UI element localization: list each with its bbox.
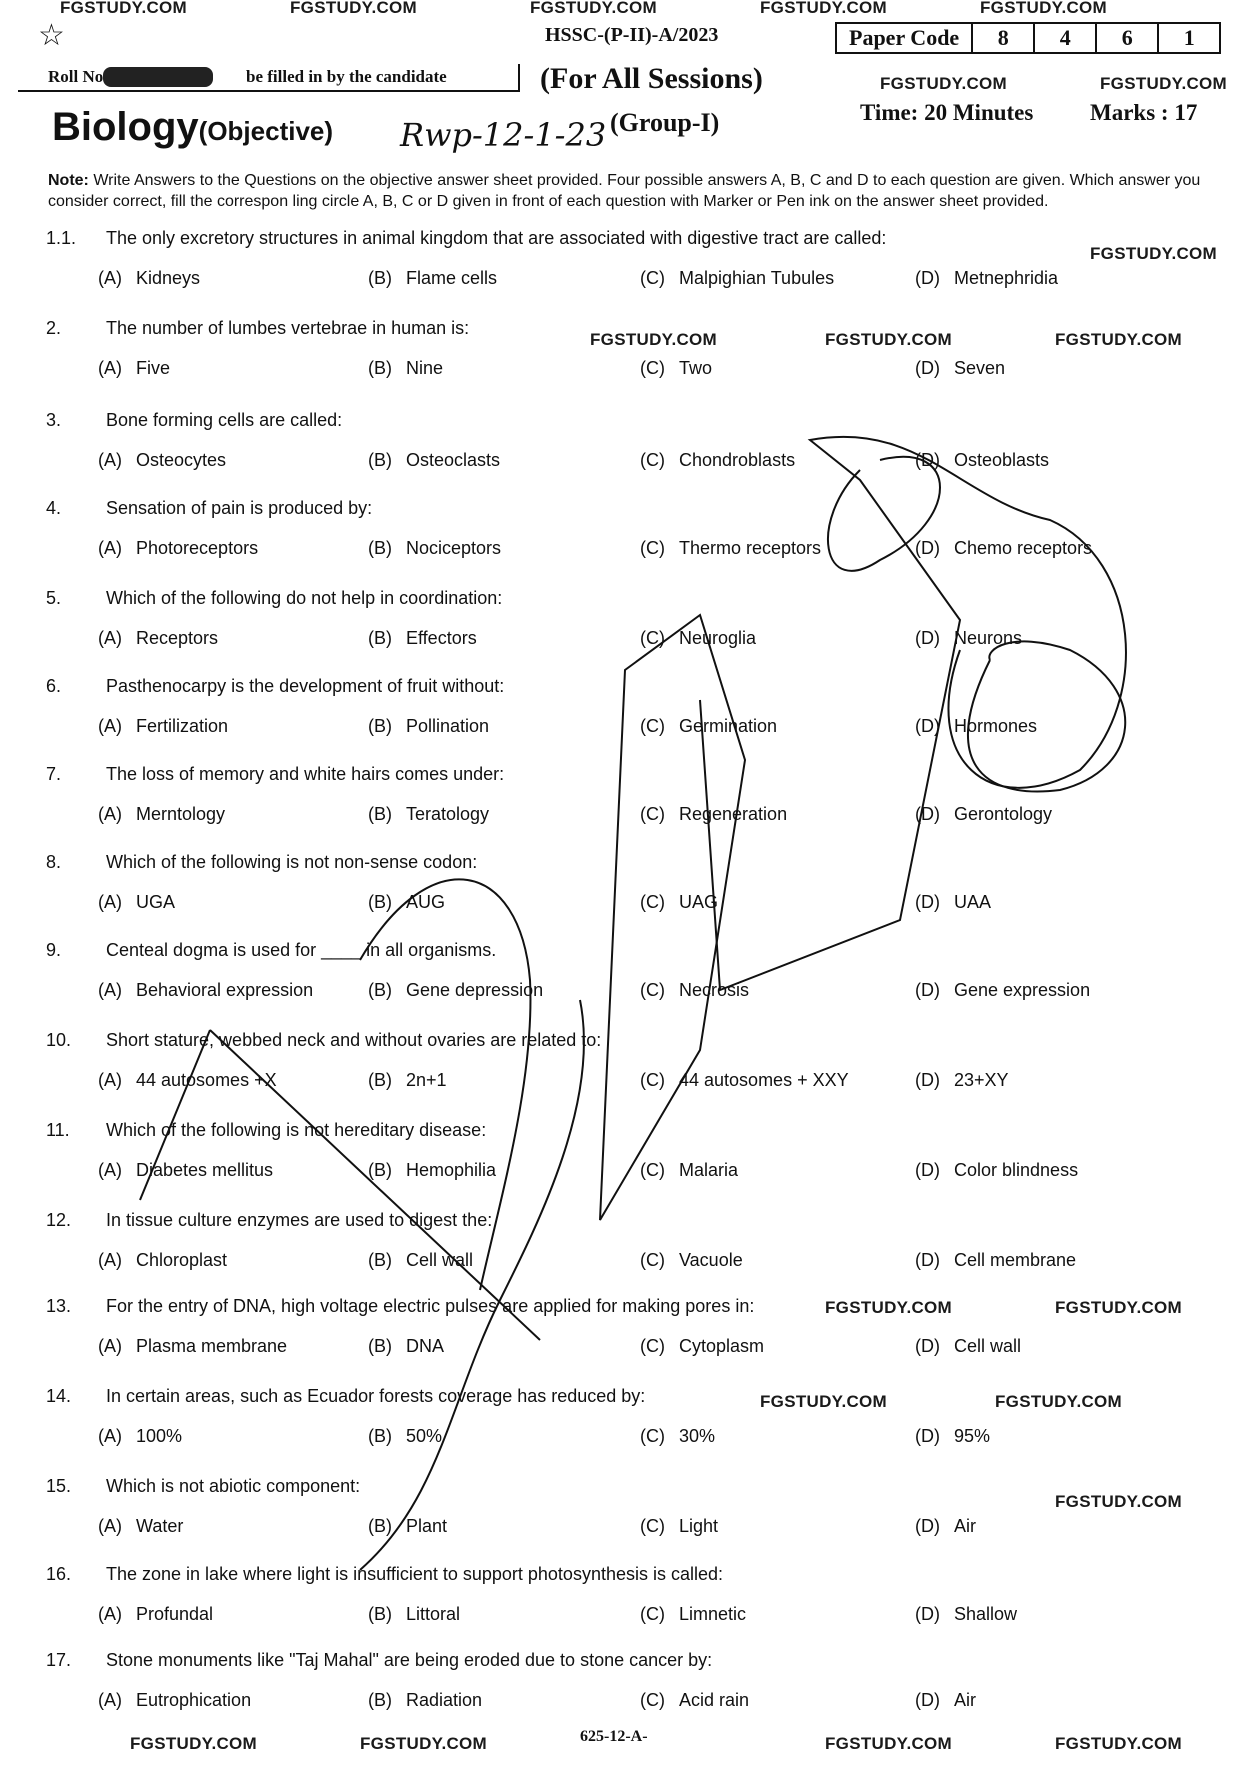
note-paragraph [48, 170, 1218, 212]
option-text: Kidneys [136, 268, 201, 288]
option-letter: (B) [368, 892, 392, 912]
answer-option [368, 1690, 482, 1711]
question-text: In certain areas, such as Ecuador forests coverage has reduced by: [106, 1386, 646, 1406]
option-text: Thermo receptors [679, 538, 822, 558]
question-text: Stone monuments like "Taj Mahal" are being eroded due to stone cancer by: [106, 1650, 713, 1670]
sessions-label: (For All Sessions) [540, 62, 763, 95]
option-letter: (D) [915, 538, 940, 558]
answer-option [640, 1604, 746, 1625]
option-text: Plant [406, 1516, 448, 1536]
option-letter: (D) [915, 1604, 940, 1624]
option-text: Water [136, 1516, 184, 1536]
option-letter: (C) [640, 892, 665, 912]
question-text: Which of the following do not help in coordination: [106, 588, 503, 608]
answer-option [368, 716, 489, 737]
option-text: Pollination [406, 716, 490, 736]
paper-code-digit: 6 [1097, 24, 1159, 52]
option-text: 50% [406, 1426, 443, 1446]
paper-code-label: Paper Code [837, 24, 973, 52]
question-item [0, 588, 1250, 674]
paper-code-digit: 1 [1183, 25, 1195, 50]
option-letter: (C) [640, 1516, 665, 1536]
option-text: Two [679, 358, 713, 378]
question-text: The zone in lake where light is insufficient to support photosynthesis is called: [106, 1564, 724, 1584]
option-text: Photoreceptors [136, 538, 259, 558]
option-letter: (C) [640, 1160, 665, 1180]
option-letter: (B) [368, 1250, 392, 1270]
question-text: In tissue culture enzymes are used to digest the: [106, 1210, 493, 1230]
question-text: The loss of memory and white hairs comes under: [106, 764, 505, 784]
option-letter: (A) [98, 1604, 122, 1624]
redaction-mark [103, 67, 213, 87]
option-letter: (B) [368, 1336, 392, 1356]
answer-option [98, 268, 200, 289]
answer-option [640, 268, 834, 289]
paper-code-box [835, 22, 1221, 54]
question-item [0, 228, 1250, 314]
option-letter: (D) [915, 716, 940, 736]
watermark-header-2: FGSTUDY.COM [1100, 74, 1228, 93]
option-letter: (B) [368, 1516, 392, 1536]
option-text: Neuroglia [679, 628, 757, 648]
question-number: 2. [46, 318, 62, 338]
answer-option [915, 1426, 990, 1447]
handwritten-code: Rwp-12-1-23 [400, 116, 607, 154]
question-text: For the entry of DNA, high voltage electric pulses are applied for making pores in: [106, 1296, 755, 1316]
answer-option [640, 980, 749, 1001]
note-text: Write Answers to the Questions on the objective answer sheet provided. Four possible answers A, B, C and D to each question are given. Which answer you consider correct, fill the correspon ling circle A, B, C or D given in front of each question with Marker or Pen ink on the answer sheet provided. [48, 172, 1201, 210]
option-letter: (D) [915, 980, 940, 1000]
star-icon: ☆ [38, 19, 65, 52]
option-text: Shallow [954, 1604, 1018, 1624]
option-text: Cell wall [954, 1336, 1022, 1356]
answer-option [640, 1690, 749, 1711]
answer-option [640, 1516, 718, 1537]
answer-option [368, 1336, 444, 1357]
answer-option [98, 1516, 183, 1537]
option-letter: (C) [640, 268, 665, 288]
option-letter: (A) [98, 1516, 122, 1536]
option-letter: (B) [368, 1070, 392, 1090]
option-text: Eutrophication [136, 1690, 252, 1710]
option-letter: (D) [915, 628, 940, 648]
answer-option [915, 1250, 1076, 1271]
option-text: Color blindness [954, 1160, 1079, 1180]
option-text: 23+XY [954, 1070, 1009, 1090]
option-text: Gene depression [406, 980, 544, 1000]
watermark: FGSTUDY.COM [360, 1734, 488, 1753]
answer-option [640, 1070, 849, 1091]
option-letter: (A) [98, 716, 122, 736]
option-text: AUG [406, 892, 446, 912]
option-text: Merntology [136, 804, 226, 824]
question-number: 17. [46, 1650, 72, 1670]
option-letter: (A) [98, 1160, 122, 1180]
answer-option [368, 538, 501, 559]
question-number: 15. [46, 1476, 72, 1496]
option-text: Diabetes mellitus [136, 1160, 274, 1180]
option-text: Vacuole [679, 1250, 743, 1270]
answer-option [915, 538, 1092, 559]
question-number: 6. [46, 676, 62, 696]
paper-code-digit: 8 [973, 24, 1035, 52]
question-number: 9. [46, 940, 62, 960]
answer-option [98, 538, 258, 559]
answer-option [915, 892, 991, 913]
option-letter: (D) [915, 1160, 940, 1180]
watermark: FGSTUDY.COM [825, 1734, 953, 1753]
option-letter: (C) [640, 1336, 665, 1356]
option-text: Cell membrane [954, 1250, 1077, 1270]
option-letter: (D) [915, 1250, 940, 1270]
answer-option [640, 358, 712, 379]
watermark-top-3: FGSTUDY.COM [530, 0, 658, 17]
option-text: Teratology [406, 804, 490, 824]
time-label: Time: 20 Minutes [860, 100, 1034, 125]
answer-option [368, 1160, 496, 1181]
option-text: Chemo receptors [954, 538, 1093, 558]
option-letter: (C) [640, 804, 665, 824]
answer-option [98, 1336, 287, 1357]
answer-option [368, 1516, 447, 1537]
question-number: 14. [46, 1386, 72, 1406]
answer-option [640, 892, 718, 913]
roll-no-field [18, 64, 520, 92]
answer-option [640, 1336, 764, 1357]
option-letter: (C) [640, 538, 665, 558]
option-text: Metnephridia [954, 268, 1059, 288]
footer-code: 625-12-A- [580, 1728, 648, 1745]
question-item [0, 1210, 1250, 1296]
question-number: 12. [46, 1210, 72, 1230]
option-text: Radiation [406, 1690, 483, 1710]
answer-option [915, 1070, 1009, 1091]
option-text: Necrosis [679, 980, 750, 1000]
answer-option [368, 980, 543, 1001]
question-item [0, 1030, 1250, 1116]
answer-option [98, 1160, 273, 1181]
question-text: The number of lumbes vertebrae in human is: [106, 318, 470, 338]
answer-option [98, 1604, 213, 1625]
option-text: Germination [679, 716, 778, 736]
watermark-header-1: FGSTUDY.COM [880, 74, 1008, 93]
option-letter: (D) [915, 1336, 940, 1356]
answer-option [368, 892, 445, 913]
option-letter: (B) [368, 804, 392, 824]
watermark-top-1: FGSTUDY.COM [60, 0, 188, 17]
option-text: Malaria [679, 1160, 739, 1180]
answer-option [98, 892, 175, 913]
answer-option [915, 268, 1058, 289]
question-number: 8. [46, 852, 62, 872]
option-letter: (C) [640, 450, 665, 470]
option-letter: (B) [368, 980, 392, 1000]
option-text: 44 autosomes +X [136, 1070, 277, 1090]
option-text: 95% [954, 1426, 991, 1446]
option-letter: (A) [98, 628, 122, 648]
watermark: FGSTUDY.COM [130, 1734, 258, 1753]
option-text: Neurons [954, 628, 1023, 648]
watermark: FGSTUDY.COM [760, 1392, 888, 1411]
question-number: 3. [46, 410, 62, 430]
option-text: Effectors [406, 628, 477, 648]
subject-name: Biology [52, 105, 199, 149]
watermark: FGSTUDY.COM [1055, 330, 1183, 349]
answer-option [368, 358, 443, 379]
option-letter: (D) [915, 268, 940, 288]
answer-option [98, 804, 225, 825]
answer-option [368, 450, 500, 471]
option-text: Air [954, 1690, 976, 1710]
answer-option [368, 1070, 447, 1091]
option-letter: (B) [368, 716, 392, 736]
answer-option [368, 1604, 460, 1625]
subject-title [52, 105, 333, 150]
answer-option [915, 804, 1052, 825]
paper-code-digit: 4 [1035, 24, 1097, 52]
option-text: 44 autosomes + XXY [679, 1070, 849, 1090]
question-item [0, 410, 1250, 496]
watermark: FGSTUDY.COM [1055, 1298, 1183, 1317]
option-letter: (B) [368, 1604, 392, 1624]
option-text: Behavioral expression [136, 980, 314, 1000]
option-letter: (D) [915, 804, 940, 824]
option-text: Profundal [136, 1604, 214, 1624]
answer-option [640, 628, 756, 649]
option-text: Plasma membrane [136, 1336, 288, 1356]
watermark: FGSTUDY.COM [825, 1298, 953, 1317]
option-letter: (D) [915, 1426, 940, 1446]
option-letter: (C) [640, 716, 665, 736]
option-text: Chloroplast [136, 1250, 228, 1270]
answer-option [368, 268, 497, 289]
question-item [0, 498, 1250, 584]
option-text: Fertilization [136, 716, 229, 736]
option-text: Chondroblasts [679, 450, 796, 470]
marks-label: Marks : 17 [1090, 100, 1198, 125]
option-letter: (D) [915, 1690, 940, 1710]
answer-option [915, 1516, 976, 1537]
option-text: Cytoplasm [679, 1336, 765, 1356]
option-letter: (B) [368, 450, 392, 470]
roll-no-label: Roll No [48, 67, 104, 86]
option-text: Nine [406, 358, 444, 378]
note-label: Note: [48, 172, 89, 189]
option-text: UAG [679, 892, 719, 912]
option-text: DNA [406, 1336, 445, 1356]
option-text: Air [954, 1516, 976, 1536]
option-letter: (D) [915, 358, 940, 378]
option-letter: (C) [640, 980, 665, 1000]
option-letter: (C) [640, 1426, 665, 1446]
option-letter: (B) [368, 1160, 392, 1180]
option-letter: (A) [98, 804, 122, 824]
question-text: Bone forming cells are called: [106, 410, 343, 430]
option-text: Receptors [136, 628, 219, 648]
group-label: (Group-I) [610, 108, 720, 137]
answer-option [98, 980, 313, 1001]
answer-option [98, 1250, 227, 1271]
option-text: 30% [679, 1426, 716, 1446]
option-letter: (A) [98, 892, 122, 912]
question-item [0, 852, 1250, 938]
option-letter: (D) [915, 1516, 940, 1536]
option-text: Cell wall [406, 1250, 474, 1270]
option-text: 100% [136, 1426, 183, 1446]
option-letter: (C) [640, 1690, 665, 1710]
question-text: Centeal dogma is used for ____ in all organisms. [106, 940, 497, 960]
option-letter: (A) [98, 268, 122, 288]
answer-option [98, 1426, 182, 1447]
watermark: FGSTUDY.COM [825, 330, 953, 349]
question-number: 10. [46, 1030, 72, 1050]
question-text: Short stature, webbed neck and without ovaries are related to: [106, 1030, 602, 1050]
answer-option [368, 1426, 442, 1447]
question-number: 4. [46, 498, 62, 518]
answer-option [98, 1690, 251, 1711]
option-letter: (B) [368, 1426, 392, 1446]
answer-option [915, 980, 1090, 1001]
question-number: 7. [46, 764, 62, 784]
watermark-top-4: FGSTUDY.COM [760, 0, 888, 17]
option-letter: (C) [640, 1250, 665, 1270]
answer-option [640, 1426, 715, 1447]
question-text: Which of the following is not non-sense codon: [106, 852, 478, 872]
option-text: Limnetic [679, 1604, 747, 1624]
option-letter: (A) [98, 1336, 122, 1356]
answer-option [368, 1250, 473, 1271]
watermark: FGSTUDY.COM [1055, 1492, 1183, 1511]
option-letter: (A) [98, 980, 122, 1000]
answer-option [915, 1336, 1021, 1357]
question-text: Pasthenocarpy is the development of fruit without: [106, 676, 505, 696]
option-text: Nociceptors [406, 538, 502, 558]
option-text: Hormones [954, 716, 1038, 736]
answer-option [368, 628, 477, 649]
roll-no-instruction: be filled in by the candidate [246, 67, 447, 86]
question-text: Which is not abiotic component: [106, 1476, 361, 1496]
option-text: Seven [954, 358, 1006, 378]
answer-option [640, 1250, 743, 1271]
watermark-top-5: FGSTUDY.COM [980, 0, 1108, 17]
answer-option [915, 716, 1037, 737]
option-letter: (A) [98, 1250, 122, 1270]
option-text: Flame cells [406, 268, 498, 288]
answer-option [98, 450, 226, 471]
option-letter: (D) [915, 1070, 940, 1090]
option-letter: (D) [915, 892, 940, 912]
answer-option [915, 1690, 976, 1711]
option-text: UGA [136, 892, 176, 912]
option-letter: (A) [98, 358, 122, 378]
question-number: 13. [46, 1296, 72, 1316]
answer-option [915, 628, 1022, 649]
option-letter: (C) [640, 1604, 665, 1624]
question-item [0, 1650, 1250, 1736]
question-item [0, 1564, 1250, 1650]
option-letter: (A) [98, 450, 122, 470]
option-text: 2n+1 [406, 1070, 447, 1090]
option-letter: (B) [368, 538, 392, 558]
answer-option [915, 1160, 1078, 1181]
answer-option [98, 628, 218, 649]
answer-option [98, 358, 170, 379]
option-letter: (D) [915, 450, 940, 470]
answer-option [915, 450, 1049, 471]
question-item [0, 676, 1250, 762]
option-text: Regeneration [679, 804, 788, 824]
option-text: Osteoclasts [406, 450, 501, 470]
question-number: 1.1. [46, 228, 77, 248]
question-number: 16. [46, 1564, 72, 1584]
option-text: Littoral [406, 1604, 461, 1624]
watermark: FGSTUDY.COM [590, 330, 718, 349]
option-text: Gene expression [954, 980, 1091, 1000]
paper-title: HSSC-(P-II)-A/2023 [545, 24, 719, 46]
option-text: Acid rain [679, 1690, 750, 1710]
question-item [0, 764, 1250, 850]
question-text: Which of the following is not hereditary disease: [106, 1120, 487, 1140]
answer-option [640, 804, 787, 825]
answer-option [640, 1160, 738, 1181]
option-text: Gerontology [954, 804, 1053, 824]
answer-option [98, 1070, 277, 1091]
watermark-top-2: FGSTUDY.COM [290, 0, 418, 17]
question-text: Sensation of pain is produced by: [106, 498, 373, 518]
question-item [0, 1120, 1250, 1206]
watermark: FGSTUDY.COM [995, 1392, 1123, 1411]
option-letter: (B) [368, 1690, 392, 1710]
subject-part: (Objective) [198, 116, 334, 146]
option-text: Malpighian Tubules [679, 268, 835, 288]
question-text: The only excretory structures in animal kingdom that are associated with digestive tract are called: [106, 228, 887, 248]
answer-option [915, 1604, 1017, 1625]
watermark: FGSTUDY.COM [1055, 1734, 1183, 1753]
option-letter: (C) [640, 1070, 665, 1090]
answer-option [640, 538, 821, 559]
option-letter: (A) [98, 538, 122, 558]
option-letter: (A) [98, 1070, 122, 1090]
option-text: Five [136, 358, 171, 378]
option-text: Osteoblasts [954, 450, 1050, 470]
question-number: 5. [46, 588, 62, 608]
option-letter: (C) [640, 628, 665, 648]
answer-option [915, 358, 1005, 379]
watermark: FGSTUDY.COM [1090, 244, 1218, 263]
question-number: 11. [46, 1120, 70, 1140]
option-text: Light [679, 1516, 719, 1536]
option-letter: (B) [368, 628, 392, 648]
answer-option [640, 450, 795, 471]
answer-option [98, 716, 228, 737]
question-item [0, 940, 1250, 1026]
option-text: Hemophilia [406, 1160, 497, 1180]
option-letter: (C) [640, 358, 665, 378]
option-letter: (A) [98, 1690, 122, 1710]
option-letter: (B) [368, 358, 392, 378]
option-text: Osteocytes [136, 450, 227, 470]
question-item [0, 1476, 1250, 1562]
answer-option [368, 804, 489, 825]
answer-option [640, 716, 777, 737]
option-letter: (B) [368, 268, 392, 288]
option-letter: (A) [98, 1426, 122, 1446]
option-text: UAA [954, 892, 992, 912]
